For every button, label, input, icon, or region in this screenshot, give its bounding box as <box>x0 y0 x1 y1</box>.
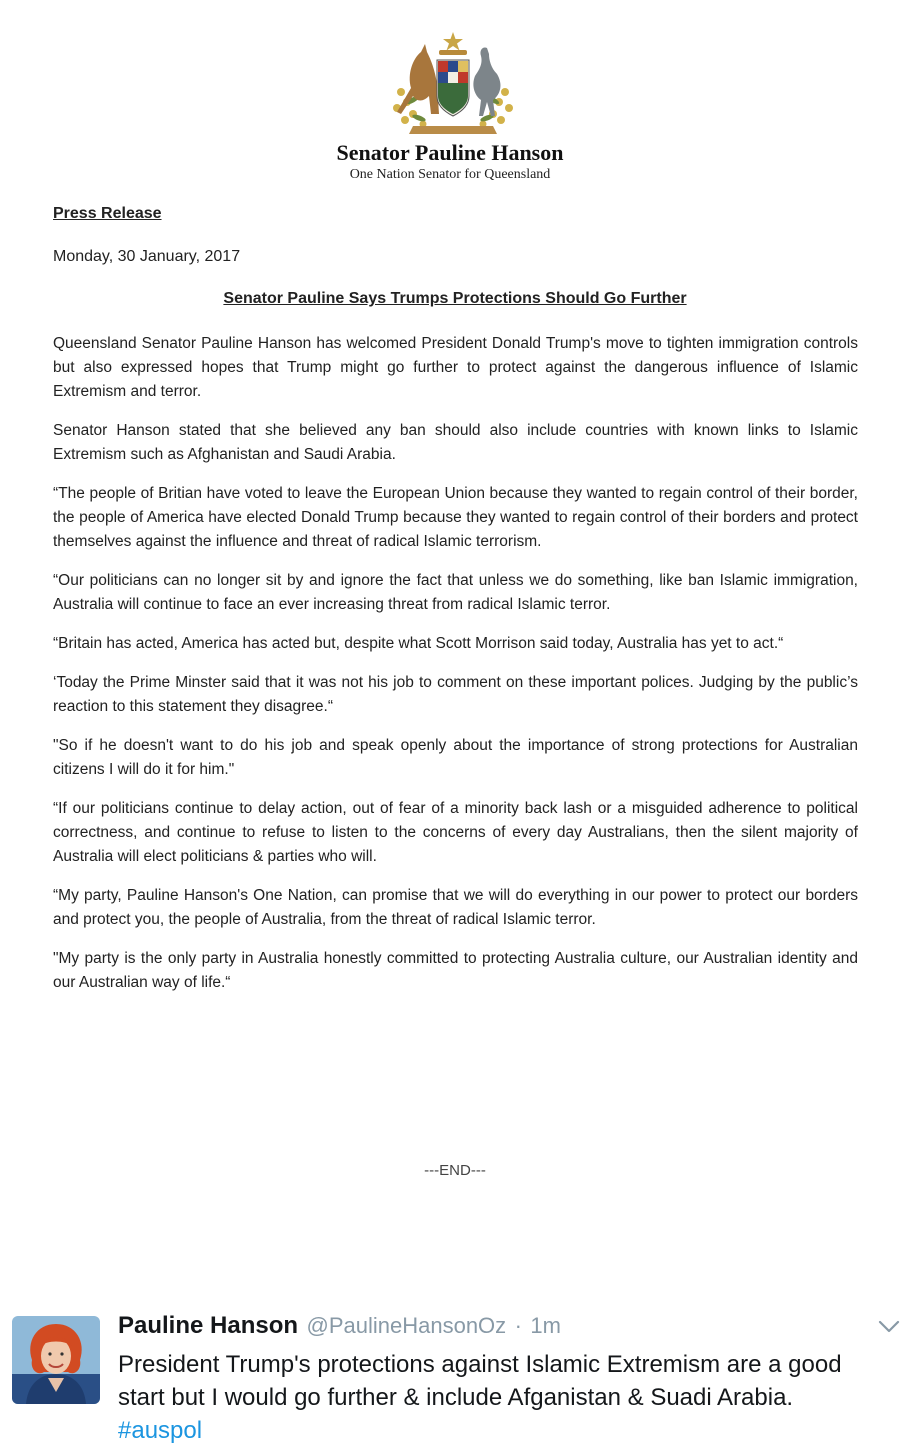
hashtag-link[interactable]: #auspol <box>118 1417 203 1444</box>
release-headline: Senator Pauline Says Trumps Protections Should Go Further <box>223 290 687 307</box>
tweet-body: President Trump's protections against Islamic Extremism are a good start but I would go further & include Afganistan & Suadi Arabia. <box>118 1351 842 1411</box>
profile-photo-avatar <box>12 1316 100 1404</box>
avatar[interactable] <box>12 1316 100 1404</box>
paragraph: “If our politicians continue to delay action, out of fear of a minority back lash or a misguided adherence to political correctness, and continue to refuse to listen to the concerns of every day Australians, then the silent majority of Australia will elect politicians & parties who will. <box>53 800 858 865</box>
paragraph: “My party, Pauline Hanson's One Nation, can promise that we will do everything in our power to protect our borders and protect you, the people of Australia, from the threat of radical Islamic terror. <box>53 887 858 928</box>
release-date: Monday, 30 January, 2017 <box>53 248 241 265</box>
coat-of-arms-icon <box>383 30 523 138</box>
paragraph: “The people of Britian have voted to leave the European Union because they wanted to regain control of their border, the people of America have elected Donald Trump because they wanted to regain control of their borders and protect themselves against the influence and threat of radical Islamic terrorism. <box>53 485 858 550</box>
tweet-separator: · <box>514 1313 522 1338</box>
chevron-down-icon[interactable] <box>878 1320 900 1334</box>
tweet-timestamp[interactable]: 1m <box>530 1313 561 1338</box>
tweet[interactable] <box>0 1290 900 1446</box>
paragraph: ‘Today the Prime Minster said that it was not his job to comment on these important polices. Judging by the public’s reaction to this statement they disagree.“ <box>53 674 858 715</box>
press-release-label: Press Release <box>53 205 162 222</box>
sender-title: One Nation Senator for Queensland <box>349 167 551 182</box>
tweet-header <box>118 1312 561 1340</box>
paragraph: “Our politicians can no longer sit by and ignore the fact that unless we do something, like ban Islamic immigration, Australia will continue to face an ever increasing threat from radical Islamic terror. <box>53 572 858 613</box>
paragraph: Queensland Senator Pauline Hanson has welcomed President Donald Trump's move to tighten immigration controls but also expressed hopes that Trump might go further to protect against the dangerous influence of Islamic Extremism and terror. <box>53 335 858 400</box>
release-body <box>53 332 858 1010</box>
paragraph: “Britain has acted, America has acted but, despite what Scott Morrison said today, Australia has yet to act.“ <box>53 635 784 652</box>
paragraph: Senator Hanson stated that she believed any ban should also include countries with known links to Islamic Extremism such as Afghanistan and Saudi Arabia. <box>53 422 858 463</box>
tweet-text <box>118 1348 858 1447</box>
tweet-handle[interactable]: @PaulineHansonOz <box>306 1313 507 1338</box>
paragraph: "So if he doesn't want to do his job and speak openly about the importance of strong protections for Australian citizens I will do it for him." <box>53 737 858 778</box>
sender-name: Senator Pauline Hanson <box>336 140 564 165</box>
end-marker: ---END--- <box>424 1162 486 1179</box>
paragraph: "My party is the only party in Australia honestly committed to protecting Australia culture, our Australian identity and our Australian way of life.“ <box>53 950 858 991</box>
tweet-author-name[interactable]: Pauline Hanson <box>118 1312 299 1339</box>
